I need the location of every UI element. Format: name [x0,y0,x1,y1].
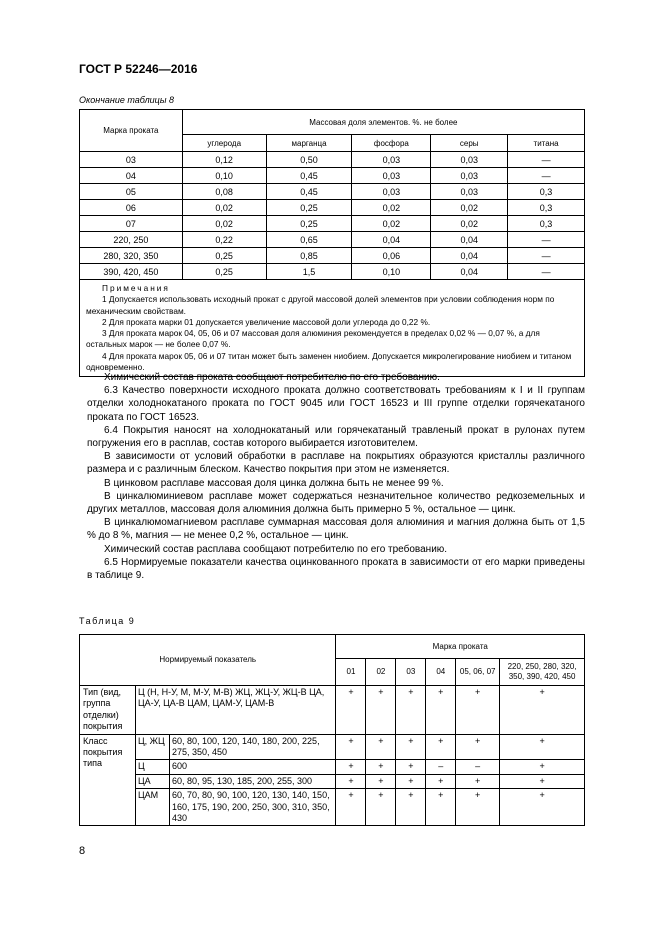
grade-cell: 280, 320, 350 [80,248,183,264]
value-cell: 0,04 [352,232,431,248]
table-row [80,168,585,184]
mark-cell: + [500,760,585,774]
mark-cell: + [426,774,456,788]
table-row [80,184,585,200]
mark-cell: + [456,774,500,788]
class-values: 60, 80, 100, 120, 140, 180, 200, 225, 275, 350, 450 [169,734,336,760]
value-cell: 0,25 [266,216,352,232]
grade-col-header: 05, 06, 07 [456,659,500,686]
grade-col-header: 04 [426,659,456,686]
element-header: углерода [182,135,266,152]
value-cell: 0,3 [508,200,585,216]
value-cell: 0,02 [352,216,431,232]
paragraph: В цинкалюмомагниевом расплаве суммарная массовая доля алюминия и магния должна быть от 1,5 % до 8 %, магния — не менее 0,2 %, остальное — цинк. [87,517,585,542]
paragraph: Химический состав проката сообщают потребителю по его требованию. [104,372,440,383]
col-group-header: Массовая доля элементов. %. не более [182,110,584,135]
value-cell: 0,04 [431,248,508,264]
table-row [80,248,585,264]
value-cell: 0,12 [182,152,266,168]
value-cell: 0,02 [182,216,266,232]
note-1: 1 Допускается использовать исходный прокат с другой массовой долей элементов при условии соблюдения норм по механическим свойствам. [86,294,555,316]
value-cell: 0,02 [431,216,508,232]
mark-cell: + [366,686,396,735]
grade-cell: 04 [80,168,183,184]
mark-cell: + [366,789,396,826]
paragraph: 6.3 Качество поверхности исходного проката должно соответствовать требованиям к I и II группам отделки холоднокатаного проката по ГОСТ 9045 или ГОСТ 16523 и III группе отделки горячекатаного проката по ГОСТ 16523. [87,385,585,423]
table-row [80,774,585,788]
mark-cell: + [366,774,396,788]
value-cell: 0,25 [266,200,352,216]
note-4: 4 Для проката марок 05, 06 и 07 титан может быть заменен ниобием. Допускается микролегирование ниобием и титаном одновременно. [86,350,572,373]
table-row [80,760,585,774]
coating-type: ЦА [135,774,169,788]
mark-cell: + [500,686,585,735]
value-cell: 0,03 [431,184,508,200]
mark-cell: + [500,774,585,788]
value-cell: 0,04 [431,264,508,280]
value-cell: 0,45 [266,184,352,200]
paragraph: Химический состав расплава сообщают потребителю по его требованию. [104,543,448,555]
notes-title: Примечания [102,283,170,293]
grade-cell: 05 [80,184,183,200]
coating-type: Ц [135,760,169,774]
table-8 [79,109,585,377]
value-cell: 0,3 [508,216,585,232]
grade-cell: 390, 420, 450 [80,264,183,280]
table-row [80,200,585,216]
grade-cell: 220, 250 [80,232,183,248]
mark-cell: + [336,774,366,788]
mark-cell: + [396,686,426,735]
table8-notes [80,280,585,377]
mark-cell: + [336,686,366,735]
coating-type: ЦАМ [135,789,169,826]
value-cell: 0,25 [182,248,266,264]
grade-col-header: 03 [396,659,426,686]
paragraph: В цинкалюминиевом расплаве может содержаться незначительное количество редкоземельных и других металлов, массовая доля алюминия должна быть примерно 5 %, остальное — цинк. [87,490,585,516]
mark-cell: + [336,789,366,826]
class-values: 600 [169,760,336,774]
table9-caption: Таблица 9 [79,616,136,626]
mark-cell: + [456,734,500,760]
value-cell: 0,10 [352,264,431,280]
element-header: марганца [266,135,352,152]
mark-cell: + [426,686,456,735]
value-cell: 0,22 [182,232,266,248]
class-values: 60, 70, 80, 90, 100, 120, 130, 140, 150, 160, 175, 190, 200, 250, 300, 310, 350, 430 [169,789,336,826]
note-3: 3 Для проката марок 04, 05, 06 и 07 массовая доля алюминия рекомендуется в пределах 0,02 % — 0,07 %, а для остальных марок — не более 0,07 %. [86,328,540,350]
value-cell: 1,5 [266,264,352,280]
value-cell: 0,45 [266,168,352,184]
grade-cell: 06 [80,200,183,216]
value-cell: 0,03 [352,152,431,168]
value-cell: — [508,264,585,280]
mark-cell: + [396,734,426,760]
grade-cell: 07 [80,216,183,232]
paragraph: В зависимости от условий обработки в расплаве на покрытиях образуются кристаллы различного размера и с различным блеском. Качество покрытия при этом не изменяется. [87,451,585,476]
value-cell: 0,03 [431,168,508,184]
mark-cell: + [456,686,500,735]
class-values: 60, 80, 95, 130, 185, 200, 255, 300 [169,774,336,788]
mark-cell: – [426,760,456,774]
mark-cell: + [366,734,396,760]
mark-cell: + [396,760,426,774]
class-label: Класс покрытия типа [80,734,136,826]
table-row [80,789,585,826]
table-row [80,152,585,168]
col-header-indicator: Нормируемый показатель [80,635,336,686]
paragraph: 6.5 Нормируемые показатели качества оцинкованного проката в зависимости от его марки приведены в таблице 9. [87,556,585,582]
table-row [80,216,585,232]
mark-cell: + [396,789,426,826]
value-cell: 0,65 [266,232,352,248]
value-cell: 0,02 [431,200,508,216]
paragraph: 6.4 Покрытия наносят на холоднокатаный или горячекатаный травленый прокат в рулонах путем погружения его в расплав, состав которого выбирается изготовителем. [87,424,585,450]
col-header-grade: Марка проката [80,110,183,152]
mark-cell: + [426,789,456,826]
value-cell: 0,85 [266,248,352,264]
table-row [80,264,585,280]
value-cell: — [508,248,585,264]
grade-cell: 03 [80,152,183,168]
grade-col-header: 02 [366,659,396,686]
value-cell: — [508,152,585,168]
value-cell: 0,08 [182,184,266,200]
coating-type: Ц, ЖЦ [135,734,169,760]
table-row [80,232,585,248]
mark-cell: + [336,760,366,774]
body-text [87,371,585,582]
mark-cell: + [396,774,426,788]
value-cell: 0,25 [182,264,266,280]
element-header: титана [508,135,585,152]
mark-cell: + [336,734,366,760]
value-cell: — [508,168,585,184]
grade-col-header: 220, 250, 280, 320, 350, 390, 420, 450 [500,659,585,686]
mark-cell: + [366,760,396,774]
value-cell: 0,03 [352,184,431,200]
table-9 [79,634,585,826]
mark-cell: – [456,760,500,774]
value-cell: 0,50 [266,152,352,168]
grade-col-header: 01 [336,659,366,686]
mark-cell: + [426,734,456,760]
value-cell: 0,02 [352,200,431,216]
page-number: 8 [79,845,86,857]
type-values: Ц (Н, Н-У, М, М-У, М-В) ЖЦ, ЖЦ-У, ЖЦ-В ЦА, ЦА-У, ЦА-В ЦАМ, ЦАМ-У, ЦАМ-В [135,686,336,735]
value-cell: 0,06 [352,248,431,264]
value-cell: 0,03 [352,168,431,184]
document-header: ГОСТ Р 52246—2016 [79,62,198,76]
mark-cell: + [456,789,500,826]
value-cell: 0,02 [182,200,266,216]
paragraph: В цинковом расплаве массовая доля цинка должна быть не менее 99 %. [104,477,444,489]
element-header: фосфора [352,135,431,152]
type-label: Тип (вид, группа отделки) покрытия [80,686,136,735]
value-cell: 0,04 [431,232,508,248]
value-cell: 0,3 [508,184,585,200]
value-cell: 0,10 [182,168,266,184]
col-header-grade: Марка проката [336,635,585,659]
table-row [80,734,585,760]
value-cell: — [508,232,585,248]
mark-cell: + [500,734,585,760]
mark-cell: + [500,789,585,826]
value-cell: 0,03 [431,152,508,168]
element-header: серы [431,135,508,152]
table8-caption: Окончание таблицы 8 [79,95,174,105]
note-2: 2 Для проката марки 01 допускается увеличение массовой доли углерода до 0,22 %. [102,316,431,327]
